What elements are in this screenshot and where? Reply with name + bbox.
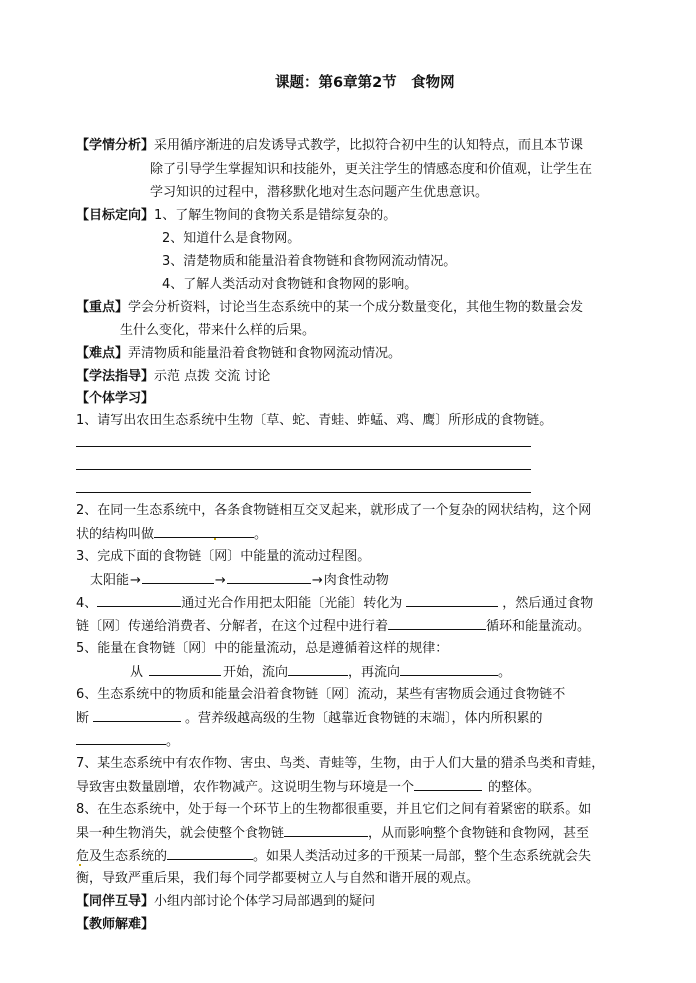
question-6-line2 (76, 709, 543, 728)
q5-blank-1[interactable] (149, 663, 221, 676)
question-8-line4: 衡，导致严重后果，我们每个同学都要树立人与自然和谐开展的观点。 (76, 871, 480, 886)
q8-blank-1[interactable] (284, 824, 368, 837)
nandian-text: 弄清物质和能量沿着食物链和食物网流动情况。 (128, 346, 402, 361)
q5-blank-3[interactable] (400, 663, 498, 676)
energy-flow-chain (90, 571, 389, 590)
mubiao-item-2: 2、知道什么是食物网。 (162, 231, 301, 246)
xueqing-text-3: 学习知识的过程中，潜移默化地对生态问题产生优患意识。 (150, 185, 489, 200)
tongban-tag: 【同伴互导】 (76, 894, 155, 909)
q5-blank-2[interactable] (288, 663, 348, 676)
q5-text-2: ，再流向 (348, 665, 401, 680)
q4-num: 4、 (76, 596, 98, 611)
q7-blank[interactable] (414, 778, 482, 791)
q7-text: 导致害虫数量剧增，农作物减产。这说明生物与环境是一个 (76, 780, 415, 795)
question-2-line1: 2、在同一生态系统中，各条食物链相互交叉起来，就形成了一个复杂的网状结构，这个网 (76, 503, 592, 518)
q2-text: 状的结构叫做 (76, 527, 155, 542)
xuefa-tag: 【学法指导】 (76, 369, 155, 384)
question-2-line2 (76, 525, 267, 544)
q4-text-3: 链〔网〕传递给消费者、分解者，在这个过程中进行着 (76, 619, 389, 634)
q6-blank-2[interactable] (76, 732, 166, 745)
answer-line-3[interactable] (76, 492, 531, 493)
q6-start: 断 (76, 711, 90, 726)
q4-text-2: ，然后通过食物 (502, 596, 594, 611)
q4-text-4: 循环和能量流动。 (486, 619, 591, 634)
blank-food-web[interactable] (154, 525, 254, 538)
nandian-tag: 【难点】 (76, 346, 129, 361)
mubiao-item-4: 4、了解人类活动对食物链和食物网的影响。 (162, 277, 418, 292)
zhongdian-tag: 【重点】 (76, 300, 129, 315)
q8-blank-2[interactable] (167, 847, 253, 860)
question-8-line1: 8、在生态系统中，处于每一个环节上的生物都很重要，并且它们之间有着紧密的联系。如 (76, 802, 592, 817)
section-tongban (76, 893, 375, 911)
q6-blank-1[interactable] (93, 709, 181, 722)
q5-end: 。 (498, 665, 512, 680)
mubiao-item-1: 1、了解生物间的食物关系是错综复杂的。 (154, 208, 397, 223)
chain-start: 太阳能 (90, 573, 130, 588)
zhongdian-text-1: 学会分析资料，讨论当生态系统中的某一个成分数量变化，其他生物的数量会发 (128, 300, 584, 315)
q8-text-2: ，从而影响整个食物链和食物网，甚至 (368, 826, 590, 841)
page-title: 课题：第6章第2节 食物网 (275, 75, 455, 91)
zhongdian-text-2: 生什么变化，带来什么样的后果。 (120, 323, 316, 338)
question-6-line3 (76, 732, 179, 751)
section-mubiao-line1 (76, 207, 396, 225)
q7-end: 的整体。 (488, 780, 541, 795)
xueqing-text-1: 采用循序渐进的启发诱导式教学，比拟符合初中生的认知特点，而且本节课 (154, 138, 584, 153)
question-1: 1、请写出农田生态系统中生物〔草、蛇、青蛙、蚱蜢、鸡、鹰〕所形成的食物链。 (76, 413, 553, 428)
arrow-icon: → (214, 573, 226, 588)
xuefa-text: 示范 点拨 交流 讨论 (154, 369, 271, 384)
question-3: 3、完成下面的食物链〔网〕中能量的流动过程图。 (76, 549, 371, 564)
section-geti: 【个体学习】 (76, 391, 155, 406)
section-xueqing-line1 (76, 137, 583, 155)
answer-line-2[interactable] (76, 469, 531, 470)
question-5-line1: 5、能量在食物链〔网〕中的能量流动，总是遵循着这样的规律： (76, 641, 449, 656)
arrow-icon: → (311, 573, 323, 588)
yellow-dot (79, 864, 81, 866)
question-4-line1 (76, 594, 593, 613)
q8-text-3: 危及生态系统的 (76, 849, 168, 864)
question-4-line2 (76, 617, 590, 636)
xueqing-tag: 【学情分析】 (76, 138, 155, 153)
yellow-dot (214, 538, 216, 540)
section-xuefa (76, 368, 270, 386)
q4-blank-3[interactable] (388, 617, 486, 630)
q4-blank-1[interactable] (97, 594, 181, 607)
arrow-icon: → (130, 573, 141, 588)
question-8-line2 (76, 824, 589, 843)
mubiao-tag: 【目标定向】 (76, 208, 155, 223)
question-7-line1: 7、某生态系统中有农作物、害虫、鸟类、青蛙等，生物，由于人们大量的猎杀鸟类和青蛙， (76, 756, 605, 771)
q5-text-1: 开始，流向 (223, 665, 289, 680)
section-jiaoshi: 【教师解难】 (76, 917, 155, 932)
tongban-text: 小组内部讨论个体学习局部遇到的疑问 (154, 894, 376, 909)
chain-blank-2[interactable] (227, 571, 311, 584)
q4-blank-2[interactable] (406, 594, 498, 607)
mubiao-item-3: 3、清楚物质和能量沿着食物链和食物网流动情况。 (162, 254, 457, 269)
question-5-line2 (130, 663, 511, 682)
q4-text-1: 通过光合作用把太阳能〔光能〕转化为 (181, 596, 403, 611)
q6-end: 。 (166, 734, 180, 749)
question-8-line3 (76, 847, 591, 866)
question-7-line2 (76, 778, 540, 797)
section-nandian (76, 345, 401, 363)
chain-end: 肉食性动物 (323, 573, 389, 588)
q5-from: 从 (130, 665, 144, 680)
q8-text-4: 。如果人类活动过多的干预某一局部，整个生态系统就会失 (253, 849, 592, 864)
q2-end: 。 (254, 527, 268, 542)
q6-text: 。营养级越高级的生物〔越靠近食物链的末端〕，体内所积累的 (185, 711, 543, 726)
xueqing-text-2: 除了引导学生掌握知识和技能外，更关注学生的情感态度和价值观，让学生在 (150, 162, 593, 177)
section-zhongdian-line1 (76, 299, 583, 317)
answer-line-1[interactable] (76, 446, 531, 447)
question-6-line1: 6、生态系统中的物质和能量会沿着食物链〔网〕流动，某些有害物质会通过食物链不 (76, 687, 566, 702)
q8-text-1: 果一种生物消失，就会使整个食物链 (76, 826, 285, 841)
chain-blank-1[interactable] (142, 571, 214, 584)
